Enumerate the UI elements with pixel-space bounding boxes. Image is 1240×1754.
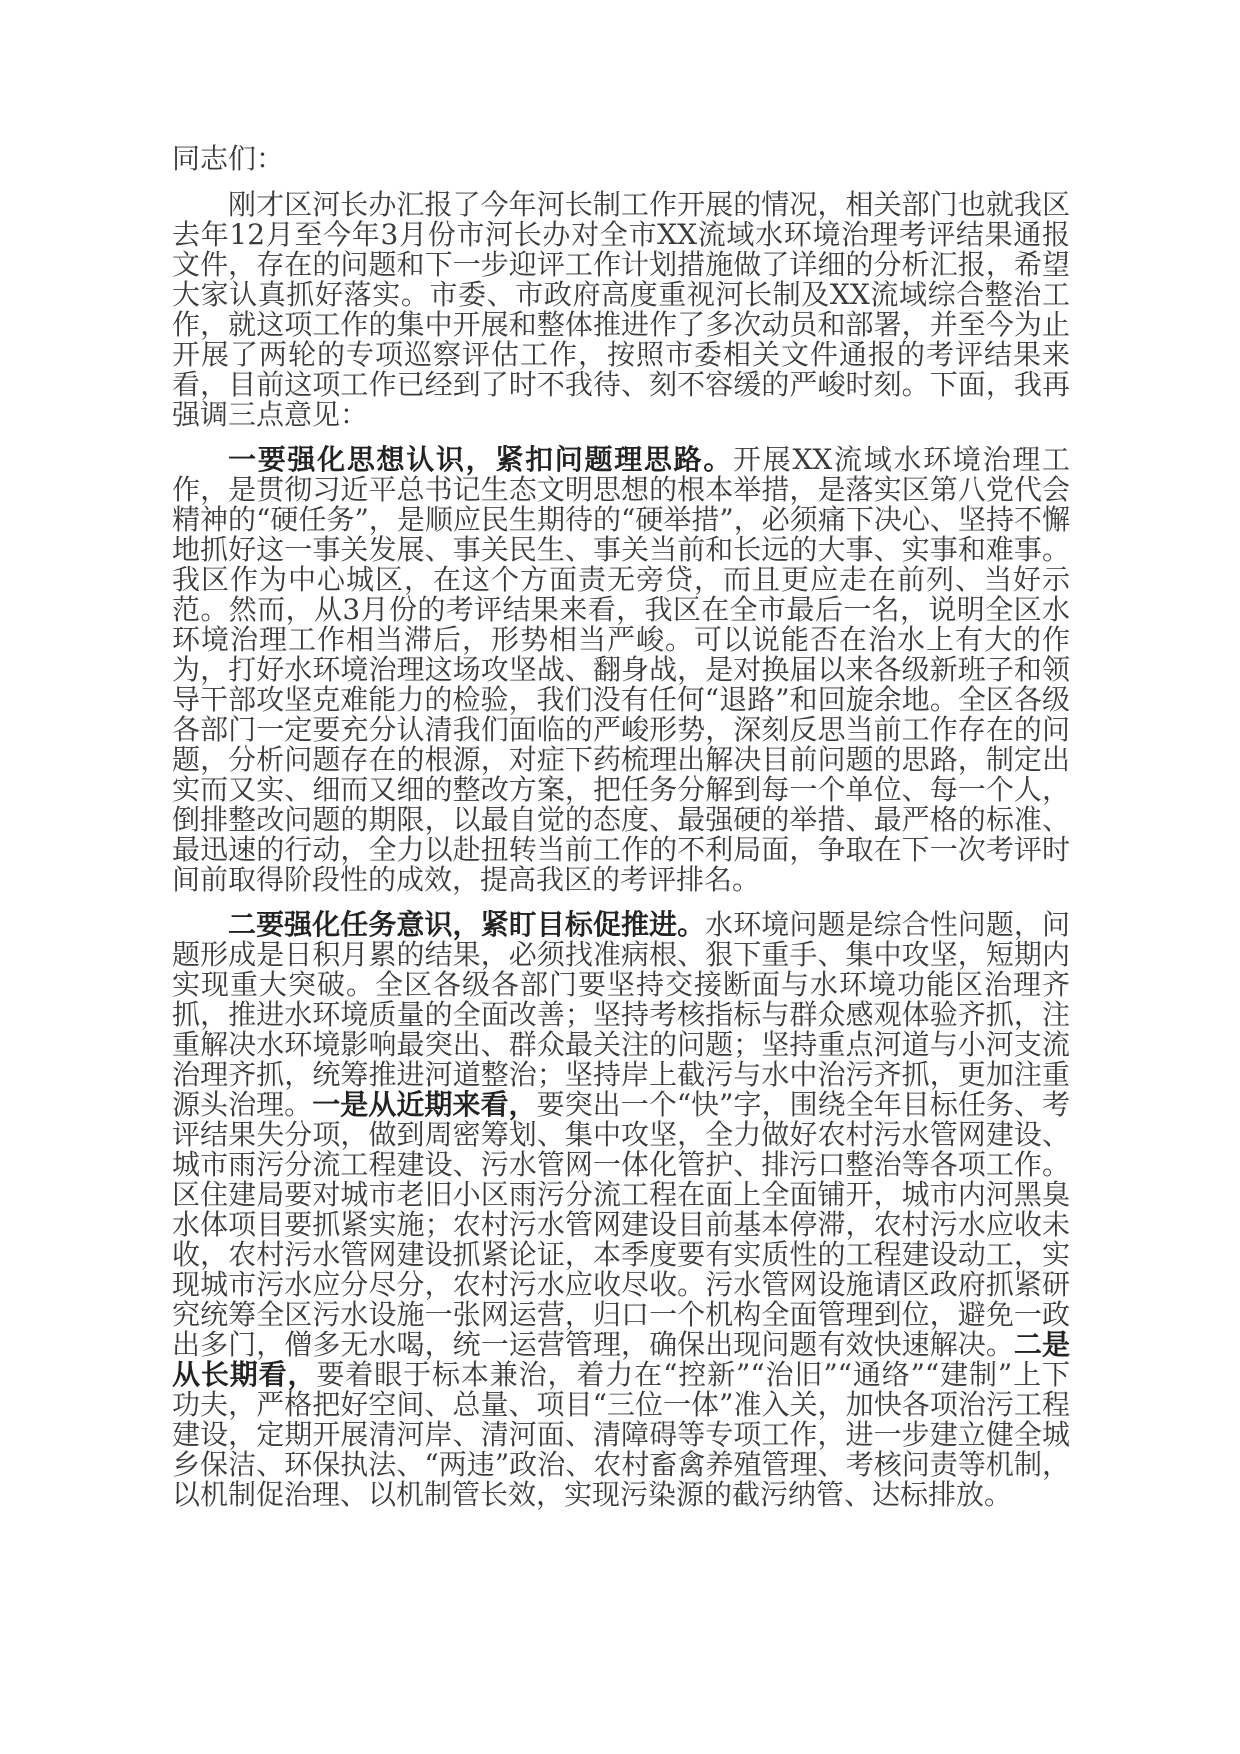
paragraph-text: 刚才区河长办汇报了今年河长制工作开展的情况，相关部门也就我区去年12月至今年3月份市河长办对全市XX流域水环境治理考评结果通报文件，存在的问题和下一步迎评工作计划措施做了详细的分析汇报，希望大家认真抓好落实。市委、市政府高度重视河长制及XX流域综合整治工作，就这项工作的集中开展和整体推进作了多次动员和部署，并至今为止开展了两轮的专项巡察评估工作，按照市委相关文件通报的考评结果来看，目前这项工作已经到了时不我待、刻不容缓的严峻时刻。下面，我再强调三点意见： (172, 188, 1070, 431)
bold-heading-text: 二要强化任务意识，紧盯目标促推进。 (228, 908, 706, 941)
paragraph (172, 910, 1070, 1510)
greeting: 同志们： (172, 142, 285, 175)
paragraph-text: 要着眼于标本兼治，着力在“控新”“治旧”“通络”“建制”上下功夫，严格把好空间、总量、项目“三位一体”准入关，加快各项治污工程建设，定期开展清河岸、清河面、清障碍等专项工作，进一步建立健全城乡保洁、环保执法、“两违”政治、农村畜禽养殖管理、考核问责等机制，以机制促治理、以机制管长效，实现污染源的截污纳管、达标排放。 (172, 1358, 1070, 1511)
paragraph-text: 水环境问题是综合性问题，问题形成是日积月累的结果，必须找准病根、狠下重手、集中攻坚，短期内实现重大突破。全区各级各部门要坚持交接断面与水环境功能区治理齐抓，推进水环境质量的全面改善；坚持考核指标与群众感观体验齐抓，注重解决水环境影响最突出、群众最关注的问题；坚持重点河道与小河支流治理齐抓，统筹推进河道整治；坚持岸上截污与水中治污齐抓，更加注重源头治理。 (172, 908, 1070, 1121)
bold-heading-text: 二是从长期看， (172, 1328, 1070, 1391)
paragraph (172, 190, 1070, 430)
paragraph (172, 445, 1070, 895)
document-page (172, 144, 1070, 1525)
paragraph-text: 要突出一个“快”字，围绕全年目标任务、考评结果失分项，做到周密筹划、集中攻坚，全力做好农村污水管网建设、城市雨污分流工程建设、污水管网一体化管护、排污口整治等各项工作。区住建局要对城市老旧小区雨污分流工程在面上全面铺开，城市内河黑臭水体项目要抓紧实施；农村污水管网建设目前基本停滞，农村污水应收未收，农村污水管网建设抓紧论证，本季度要有实质性的工程建设动工，实现城市污水应分尽分，农村污水应收尽收。污水管网设施请区政府抓紧研究统筹全区污水设施一张网运营，归口一个机构全面管理到位，避免一政出多门，僧多无水喝，统一运营管理，确保出现问题有效快速解决。 (172, 1088, 1070, 1361)
paragraph-text: 开展XX流域水环境治理工作，是贯彻习近平总书记生态文明思想的根本举措，是落实区第八党代会精神的“硬任务”，是顺应民生期待的“硬举措”，必须痛下决心、坚持不懈地抓好这一事关发展、事关民生、事关当前和长远的大事、实事和难事。我区作为中心城区，在这个方面责无旁贷，而且更应走在前列、当好示范。然而，从3月份的考评结果来看，我区在全市最后一名，说明全区水环境治理工作相当滞后，形势相当严峻。可以说能否在治水上有大的作为，打好水环境治理这场攻坚战、翻身战，是对换届以来各级新班子和领导干部攻坚克难能力的检验，我们没有任何“退路”和回旋余地。全区各级各部门一定要充分认清我们面临的严峻形势，深刻反思当前工作存在的问题，分析问题存在的根源，对症下药梳理出解决目前问题的思路，制定出实而又实、细而又细的整改方案，把任务分解到每一个单位、每一个人，倒排整改问题的期限，以最自觉的态度、最强硬的举措、最严格的标准、最迅速的行动，全力以赴扭转当前工作的不利局面，争取在下一次考评时间前取得阶段性的成效，提高我区的考评排名。 (172, 443, 1070, 896)
document-body (172, 190, 1070, 1510)
bold-heading-text: 一要强化思想认识，紧扣问题理思路。 (228, 443, 734, 476)
bold-heading-text: 一是从近期来看， (312, 1088, 537, 1121)
